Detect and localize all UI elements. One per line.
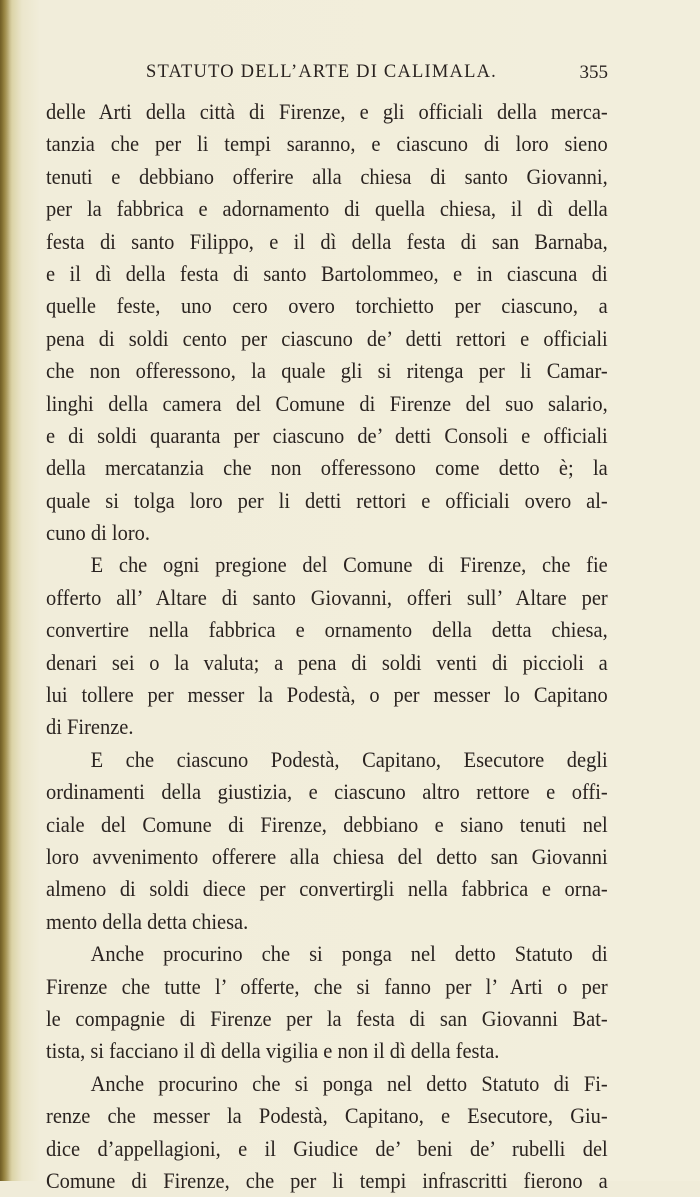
text-line: linghi della camera del Comune di Firenze del suo salario, bbox=[46, 390, 608, 416]
body-text bbox=[46, 96, 608, 1197]
text-line: renze che messer la Podestà, Capitano, e Esecutore, Giu- bbox=[46, 1103, 608, 1129]
text-line: ciale del Comune di Firenze, debbiano e siano tenuti nel bbox=[46, 811, 608, 837]
text-line: della mercatanzia che non offeressono come detto è; la bbox=[46, 455, 608, 481]
text-line: quelle feste, uno cero overo torchietto per ciascuno, a bbox=[46, 293, 608, 319]
text-line: tanzia che per li tempi saranno, e ciascuno di loro sieno bbox=[46, 131, 608, 157]
text-line: E che ciascuno Podestà, Capitano, Esecutore degli bbox=[90, 746, 608, 772]
text-line: le compagnie di Firenze per la festa di san Giovanni Bat- bbox=[46, 1005, 608, 1031]
text-line: quale si tolga loro per li detti rettori e officiali overo al- bbox=[46, 487, 608, 513]
text-line: loro avvenimento offerere alla chiesa del detto san Giovanni bbox=[46, 843, 608, 869]
page-header bbox=[46, 62, 608, 88]
text-line: offerto all’ Altare di santo Giovanni, offeri sull’ Altare per bbox=[46, 584, 608, 610]
text-line: ordinamenti della giustizia, e ciascuno altro rettore e offi- bbox=[46, 779, 608, 805]
text-line: cuno di loro. bbox=[46, 520, 151, 546]
text-line: e il dì della festa di santo Bartolommeo, e in ciascuna di bbox=[46, 260, 608, 286]
text-line: che non offeressono, la quale gli si ritenga per li Camar- bbox=[46, 358, 608, 384]
text-line: Firenze che tutte l’ offerte, che si fanno per l’ Arti o per bbox=[46, 973, 608, 999]
text-line: E che ogni pregione del Comune di Firenze, che fie bbox=[90, 552, 608, 578]
text-line: pena di soldi cento per ciascuno de’ detti rettori e officiali bbox=[46, 325, 608, 351]
text-line: delle Arti della città di Firenze, e gli officiali della merca- bbox=[46, 99, 608, 124]
running-title: STATUTO DELL’ARTE DI CALIMALA. bbox=[146, 62, 497, 82]
text-line: tista, si facciano il dì della vigilia e non il dì della festa. bbox=[46, 1038, 500, 1064]
text-line: e di soldi quaranta per ciascuno de’ detti Consoli e officiali bbox=[46, 422, 608, 448]
text-line: almeno di soldi diece per convertirgli nella fabbrica e orna- bbox=[46, 876, 608, 902]
page-number: 355 bbox=[579, 62, 608, 83]
text-line: festa di santo Filippo, e il dì della festa di san Barnaba, bbox=[46, 228, 608, 254]
text-line: Anche procurino che si ponga nel detto Statuto di Fi- bbox=[90, 1070, 608, 1096]
text-line: denari sei o la valuta; a pena di soldi venti di piccioli a bbox=[46, 649, 608, 675]
text-line: lui tollere per messer la Podestà, o per messer lo Capitano bbox=[46, 682, 608, 708]
text-line: mento della detta chiesa. bbox=[46, 908, 249, 934]
text-line: Comune di Firenze, che per li tempi infrascritti fierono a bbox=[46, 1167, 608, 1193]
text-line: dice d’appellagioni, e il Giudice de’ beni de’ rubelli del bbox=[46, 1135, 608, 1161]
text-line: per la fabbrica e adornamento di quella chiesa, il dì della bbox=[46, 196, 608, 222]
text-line: convertire nella fabbrica e ornamento della detta chiesa, bbox=[46, 617, 608, 643]
binding-edge bbox=[0, 0, 12, 1181]
text-line: tenuti e debbiano offerire alla chiesa di santo Giovanni, bbox=[46, 163, 608, 189]
text-line: Anche procurino che si ponga nel detto Statuto di bbox=[90, 941, 608, 967]
text-line: di Firenze. bbox=[46, 714, 134, 740]
